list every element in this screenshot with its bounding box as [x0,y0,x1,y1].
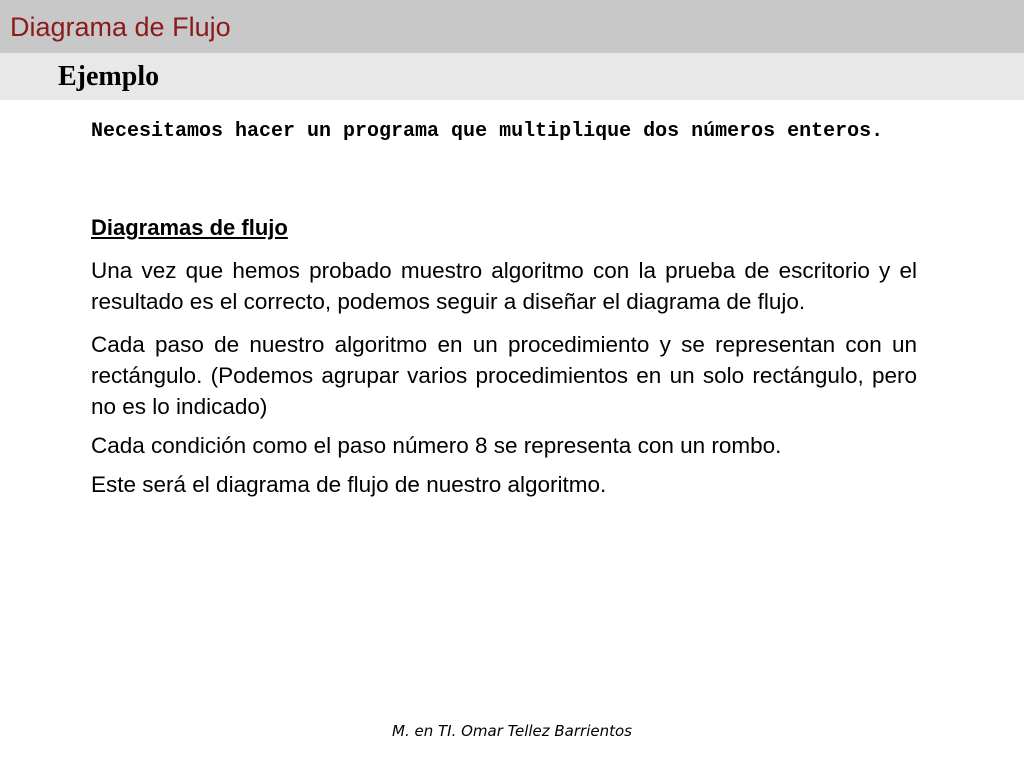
slide-subtitle: Ejemplo [58,61,160,92]
paragraph-4: Este será el diagrama de flujo de nuestro algoritmo. [91,472,607,497]
author-footer: M. en TI. Omar Tellez Barrientos [392,722,632,740]
paragraph-1: Una vez que hemos probado muestro algoritmo con la prueba de escritorio y el resultado es el correcto, podemos seguir a diseñar el diagrama de flujo. [91,258,917,314]
slide-title: Diagrama de Flujo [10,12,231,42]
slide-content [91,116,917,500]
paragraph-3: Cada condición como el paso número 8 se representa con un rombo. [91,433,782,458]
slide-header-bar [0,0,1024,53]
intro-text: Necesitamos hacer un programa que multiplique dos números enteros. [91,120,884,143]
slide-subheader-bar [0,53,1024,100]
section-heading: Diagramas de flujo [91,215,288,240]
paragraph-2: Cada paso de nuestro algoritmo en un procedimiento y se representan con un rectángulo. (Podemos agrupar varios procedimientos en un solo rectángulo, pero no es lo indicado) [91,332,917,419]
